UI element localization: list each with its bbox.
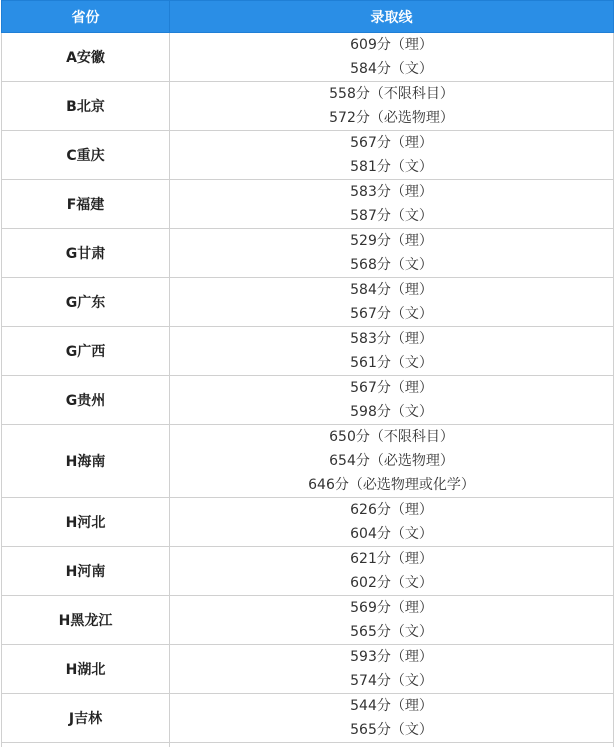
cutoff-score-line: 654分（必选物理） [170, 449, 613, 473]
province-cell: H河北 [2, 498, 170, 547]
cutoff-cell [170, 645, 614, 694]
cutoff-score-line: 544分（理） [170, 694, 613, 718]
table-header-row [2, 1, 614, 33]
cutoff-score-line: 609分（理） [170, 33, 613, 57]
cutoff-score-line: 581分（文） [170, 155, 613, 179]
cutoff-score-line: 646分（必选物理或化学） [170, 473, 613, 497]
table-row [2, 180, 614, 229]
table-row [2, 376, 614, 425]
table-row [2, 645, 614, 694]
cutoff-score-line: 567分（文） [170, 302, 613, 326]
cutoff-column-header: 录取线 [170, 1, 614, 33]
cutoff-score-line: 568分（文） [170, 253, 613, 277]
cutoff-score-line: 565分（文） [170, 620, 613, 644]
province-cell: J吉林 [2, 694, 170, 743]
cutoff-score-line: 593分（理） [170, 645, 613, 669]
province-cell: H湖北 [2, 645, 170, 694]
province-cell: G贵州 [2, 376, 170, 425]
province-cell: C重庆 [2, 131, 170, 180]
admission-score-table [1, 0, 614, 747]
province-cell: G广西 [2, 327, 170, 376]
cutoff-cell [170, 327, 614, 376]
cutoff-cell [170, 498, 614, 547]
cutoff-cell [170, 596, 614, 645]
cutoff-score-line: 574分（文） [170, 669, 613, 693]
cutoff-cell [170, 33, 614, 82]
cutoff-score-line: 572分（必选物理） [170, 106, 613, 130]
table-row [2, 327, 614, 376]
cutoff-score-line: 584分（理） [170, 278, 613, 302]
province-cell: B北京 [2, 82, 170, 131]
table-row [2, 498, 614, 547]
cutoff-score-line: 565分（文） [170, 718, 613, 742]
province-column-header: 省份 [2, 1, 170, 33]
cutoff-score-line: 561分（文） [170, 351, 613, 375]
province-cell: F福建 [2, 180, 170, 229]
cutoff-score-line: 604分（文） [170, 522, 613, 546]
table-row [2, 82, 614, 131]
province-cell: G甘肃 [2, 229, 170, 278]
cutoff-score-line: 529分（理） [170, 229, 613, 253]
cutoff-score-line: 602分（文） [170, 571, 613, 595]
table-row [2, 229, 614, 278]
table-body [2, 33, 614, 747]
cutoff-score-line: 584分（文） [170, 57, 613, 81]
table-row [2, 131, 614, 180]
cutoff-score-line: 583分（理） [170, 327, 613, 351]
cutoff-score-line: 583分（理） [170, 180, 613, 204]
cutoff-score-line: 558分（不限科目） [170, 82, 613, 106]
cutoff-cell [170, 180, 614, 229]
cutoff-cell [170, 376, 614, 425]
table-row [2, 278, 614, 327]
cutoff-cell [170, 694, 614, 743]
province-cell: H黑龙江 [2, 596, 170, 645]
table-row [2, 694, 614, 743]
cutoff-score-line: 567分（理） [170, 131, 613, 155]
table-row [2, 33, 614, 82]
table-row [2, 547, 614, 596]
cutoff-score-line: 569分（理） [170, 596, 613, 620]
cutoff-cell [170, 229, 614, 278]
cutoff-score-line: 567分（理） [170, 376, 613, 400]
cutoff-cell [170, 547, 614, 596]
cutoff-cell [170, 82, 614, 131]
province-cell: A安徽 [2, 33, 170, 82]
cutoff-score-line: 626分（理） [170, 498, 613, 522]
cutoff-score-line: 650分（不限科目） [170, 425, 613, 449]
cutoff-cell [170, 131, 614, 180]
cutoff-score-line: 587分（文） [170, 204, 613, 228]
table-row [2, 596, 614, 645]
province-cell: H河南 [2, 547, 170, 596]
cutoff-score-line: 598分（文） [170, 400, 613, 424]
province-cell: H海南 [2, 425, 170, 498]
province-cell: G广东 [2, 278, 170, 327]
cutoff-cell [170, 278, 614, 327]
cutoff-cell [170, 425, 614, 498]
table-row [2, 425, 614, 498]
cutoff-score-line: 621分（理） [170, 547, 613, 571]
